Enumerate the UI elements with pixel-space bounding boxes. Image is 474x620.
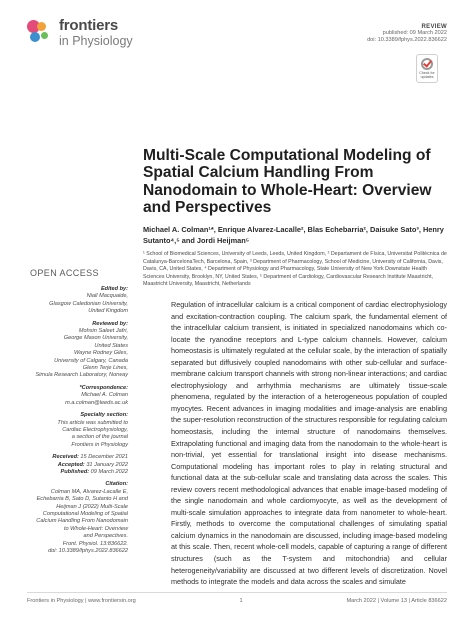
specialty-line: Cardiac Electrophysiology,	[62, 426, 128, 433]
page-footer	[27, 592, 447, 604]
citation-line: Calcium Handling From Nanodomain	[36, 518, 128, 525]
citation-heading: Citation:	[105, 481, 128, 488]
specialty-block	[30, 412, 128, 449]
article-type: REVIEW	[421, 24, 447, 30]
citation-line: to Whole-Heart: Overview	[63, 525, 128, 532]
citation-line: Colman MA, Alvarez-Lacalle E,	[50, 488, 128, 495]
received-label: Received:	[52, 454, 79, 461]
reviewed-by-block	[30, 321, 128, 380]
footer-journal-link[interactable]: Frontiers in Physiology | www.frontiersin.org	[27, 598, 136, 604]
citation-line: Front. Physiol. 13:836622.	[62, 540, 128, 547]
reviewed-by-heading: Reviewed by:	[92, 320, 128, 327]
logo-brand: frontiers	[59, 17, 119, 34]
doi-link[interactable]: doi: 10.3389/fphys.2022.836622	[367, 37, 447, 44]
frontiers-logo[interactable]	[27, 18, 133, 48]
check-updates-label: Check for updates	[419, 71, 435, 79]
published-row	[30, 469, 128, 476]
specialty-line: a section of the journal	[71, 434, 128, 441]
footer-page-number: 1	[239, 598, 243, 604]
dates-block	[30, 454, 128, 476]
logo-journal: in Physiology	[59, 33, 133, 48]
published-value: 09 March 2022	[90, 468, 128, 475]
reviewed-by-line: Mohsin Saleet Jafri,	[78, 328, 128, 335]
check-updates-icon	[421, 58, 433, 70]
published-label: Published:	[60, 468, 90, 475]
edited-by-heading: Edited by:	[100, 286, 128, 292]
author-list: Michael A. Colman¹*, Enrique Alvarez-Lacalle², Blas Echebarria², Daisuke Sato³, Henry Sutanto⁴,⁵ and Jordi Heijman⁵	[143, 225, 444, 245]
specialty-line: Frontiers in Physiology	[71, 441, 128, 448]
affiliations: ¹ School of Biomedical Sciences, University of Leeds, Leeds, United Kingdom, ² Departament de Física, Universitat Politècnica de Catalunya-BarcelonaTech, Barcelona, Spain, ³ Department of Pharmacology, School of Medicine, University of California, Davis, Davis, CA, United States, ⁴ Department of Physiology and Pharmacology, State University of New York Downstate Health Sciences University, Brooklyn, NY, United States, ⁵ Department of Cardiology, Cardiovascular Research Institute Maastricht, Maastricht University, Maastricht, Netherlands	[143, 251, 447, 288]
abstract-text: Regulation of intracellular calcium is a critical component of cardiac electrophysiology and excitation-contraction coupling. The calcium spark, the fundamental element of the intracellular calcium transient, is initiated in specialized nanodomains which co-locate the ryanodine receptors and L-type calcium channels. However, calcium homeostasis is ultimately regulated at the cellular scale, by the interaction of spatially separated but diffusively coupled nanodomains with other sub-cellular and surface-membrane calcium transport channels with strong non-linear interactions; and cardiac electrophysiology and arrhythmia mechanisms are ultimately tissue-scale phenomena, regulated by the interaction of a heterogeneous population of coupled myocytes. Recent advances in imaging modalities and image-analysis are enabling the super-resolution reconstruction of the structures responsible for regulating calcium homeostasis, including the internal structure of nanodomains themselves. Extrapolating functional and imaging data from the nanodomain to the whole-heart is non-trivial, yet essential for translational insight into disease mechanisms. Computational modeling has important roles to play in relating structural and functional data at the sub-cellular scale and translating data across the scales. This review covers recent methodological advances that enable image-based modeling of the single nanodomain and whole cardiomyocyte, as well as the development of multi-scale simulation approaches to integrate data from nanometer to whole-heart. Firstly, methods to overcome the computational challenges of simulating spatial calcium dynamics in the nanodomain are discussed, including image-based modeling at this scale. Then, recent whole-cell models, capable of capturing a range of different structures (such as the T-system and mitochondria) and cellular heterogeneity/variability are discussed at two different levels of discretization. Novel methods to integrate the models and data across the scales and simulate	[171, 300, 447, 587]
citation-block	[30, 481, 128, 555]
edited-by-line: Glasgow Caledonian University,	[49, 300, 128, 307]
received-value: 15 December 2021	[80, 454, 128, 461]
accepted-label: Accepted:	[57, 461, 85, 468]
citation-line: Computational Modeling of Spatial	[42, 510, 128, 517]
specialty-line: This article was submitted to	[57, 419, 128, 426]
citation-line: Heijman J (2022) Multi-Scale	[56, 503, 128, 510]
received-row	[30, 454, 128, 461]
reviewed-by-line: Wayne Rodney Giles,	[74, 350, 128, 357]
citation-line: Echebarria B, Sato D, Sutanto H and	[36, 496, 128, 503]
correspondence-block	[30, 385, 128, 407]
article-sidebar	[30, 268, 128, 560]
frontiers-logo-icon	[27, 20, 55, 46]
accepted-value: 31 January 2022	[86, 461, 128, 468]
reviewed-by-line: Simula Research Laboratory, Norway	[35, 372, 128, 379]
edited-by-block	[30, 286, 128, 316]
published-date: published: 09 March 2022	[382, 30, 447, 36]
correspondence-email[interactable]: m.a.colman@leeds.ac.uk	[65, 399, 128, 406]
edited-by-line: United Kingdom	[88, 308, 128, 315]
specialty-heading: Specialty section:	[80, 412, 128, 419]
citation-line: and Perspectives.	[83, 533, 128, 540]
article-meta	[367, 24, 447, 45]
open-access-label: OPEN ACCESS	[30, 268, 99, 278]
footer-issue-info: March 2022 | Volume 13 | Article 836622	[346, 598, 447, 604]
article-title: Multi-Scale Computational Modeling of Spatial Calcium Handling From Nanodomain to Whole-Heart: Overview and Perspectives	[143, 147, 432, 217]
reviewed-by-line: George Mason University,	[63, 335, 128, 342]
edited-by-line: Niall Macquaide,	[86, 293, 128, 300]
check-for-updates-button[interactable]	[416, 54, 438, 83]
citation-doi[interactable]: doi: 10.3389/fphys.2022.836622	[48, 548, 128, 554]
correspondence-heading: *Correspondence:	[79, 384, 128, 391]
accepted-row	[30, 462, 128, 469]
reviewed-by-line: University of Calgary, Canada	[54, 357, 128, 364]
correspondence-name: Michael A. Colman	[81, 392, 128, 399]
reviewed-by-line: United States	[94, 342, 128, 349]
reviewed-by-line: Glenn Terje Lines,	[82, 365, 128, 372]
